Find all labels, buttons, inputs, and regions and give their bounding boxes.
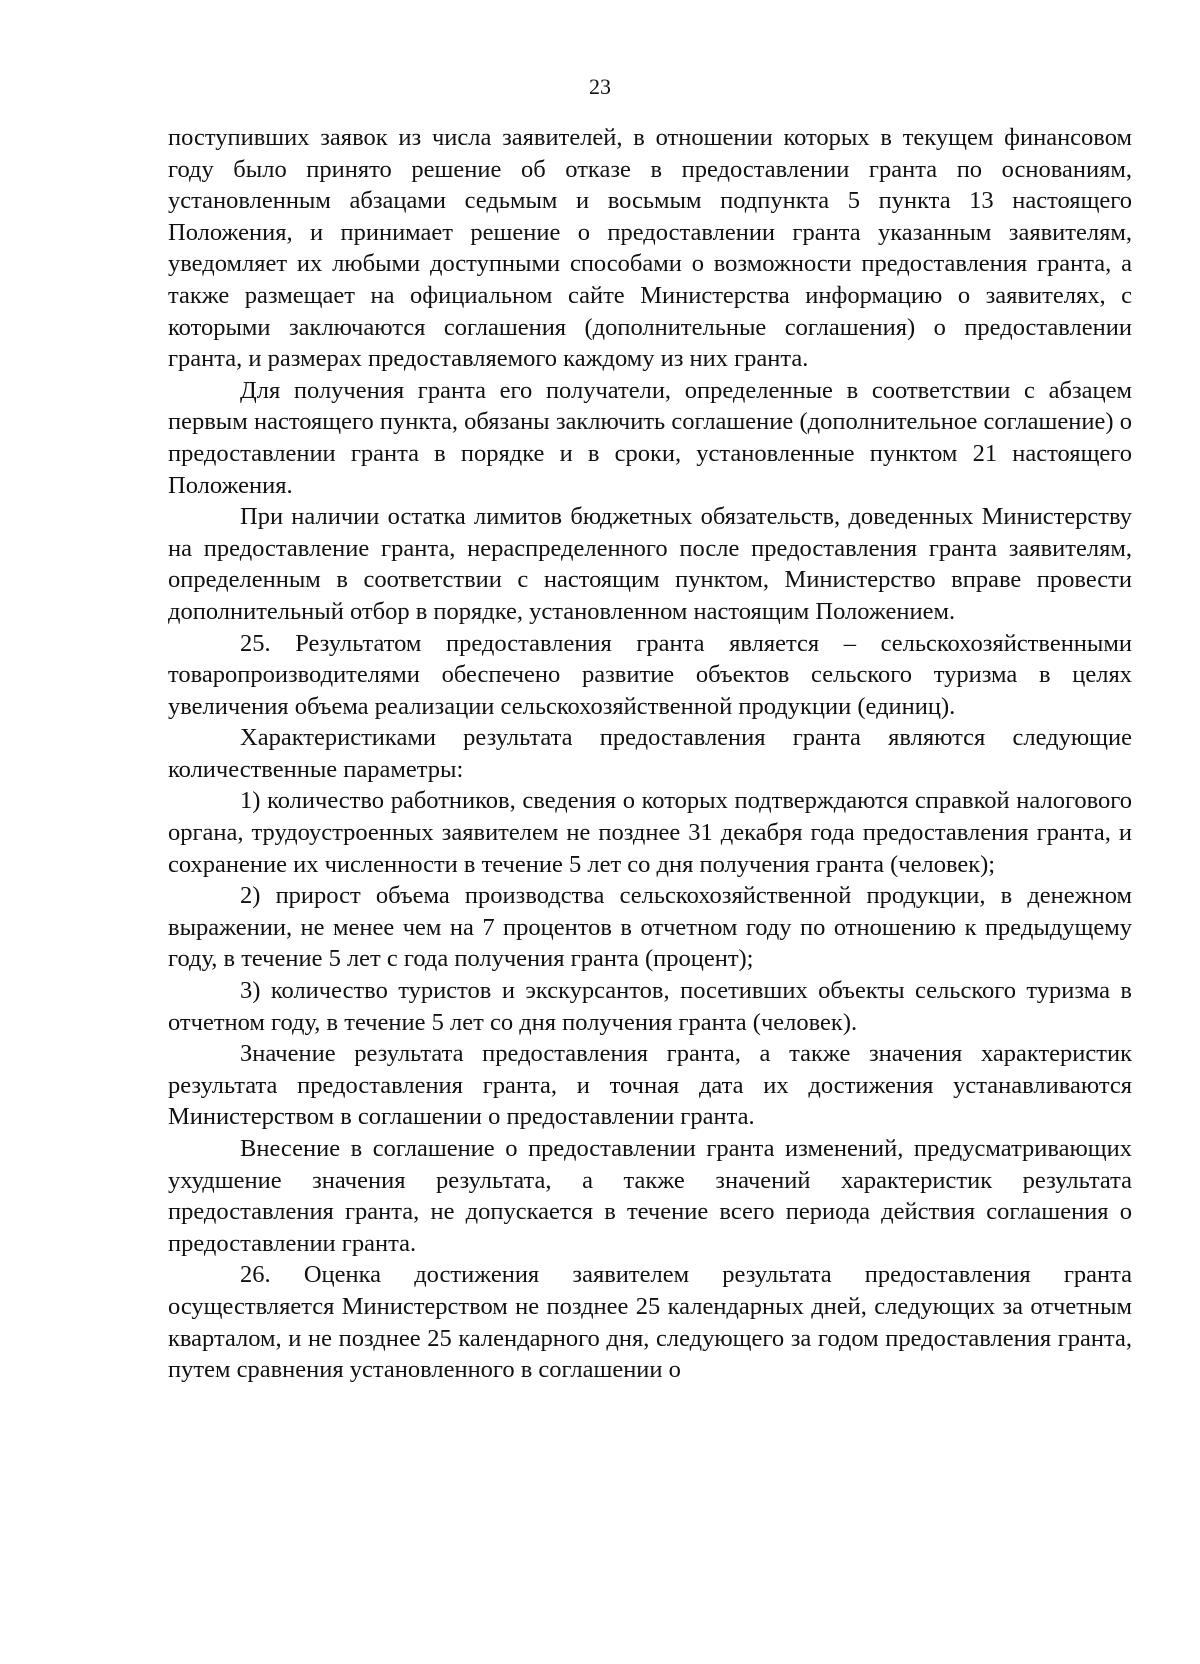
- paragraph-clause-25: 25. Результатом предоставления гранта является – сельскохозяйственными товаропроизводителями обеспечено развитие объектов сельского туризма в целях увеличения объема реализации сельскохозяйственной продукции (единиц).: [168, 629, 1132, 720]
- list-item-3: 3) количество туристов и экскурсантов, посетивших объекты сельского туризма в отчетном году, в течение 5 лет со дня получения гранта (человек).: [168, 977, 1132, 1036]
- page-number: 23: [589, 74, 611, 99]
- document-body: [168, 122, 1132, 1386]
- list-item-2: 2) прирост объема производства сельскохозяйственной продукции, в денежном выражении, не менее чем на 7 процентов в отчетном году по отношению к предыдущему году, в течение 5 лет с года получения гранта (процент);: [168, 882, 1132, 973]
- paragraph-remaining-limits: При наличии остатка лимитов бюджетных обязательств, доведенных Министерству на предоставление гранта, нераспределенного после предоставления гранта заявителям, определенным в соответствии с настоящим пунктом, Министерство вправе провести дополнительный отбор в порядке, установленном настоящим Положением.: [168, 503, 1132, 625]
- paragraph-amendments: Внесение в соглашение о предоставлении гранта изменений, предусматривающих ухудшение значения результата, а также значений характеристик результата предоставления гранта, не допускается в течение всего периода действия соглашения о предоставлении гранта.: [168, 1135, 1132, 1257]
- paragraph-characteristics: Характеристиками результата предоставления гранта являются следующие количественные параметры:: [168, 724, 1132, 783]
- paragraph-continuation: поступивших заявок из числа заявителей, в отношении которых в текущем финансовом году было принято решение об отказе в предоставлении гранта по основаниям, установленным абзацами седьмым и восьмым подпункта 5 пункта 13 настоящего Положения, и принимает решение о предоставлении гранта указанным заявителям, уведомляет их любыми доступными способами о возможности предоставления гранта, а также размещает на официальном сайте Министерства информацию о заявителях, с которыми заключаются соглашения (дополнительные соглашения) о предоставлении гранта, и размерах предоставляемого каждому из них гранта.: [168, 124, 1132, 373]
- paragraph-grant-recipients: Для получения гранта его получатели, определенные в соответствии с абзацем первым настоящего пункта, обязаны заключить соглашение (дополнительное соглашение) о предоставлении гранта в порядке и в сроки, установленные пунктом 21 настоящего Положения.: [168, 376, 1132, 499]
- paragraph-result-values: Значение результата предоставления гранта, а также значения характеристик результата предоставления гранта, и точная дата их достижения устанавливаются Министерством в соглашении о предоставлении гранта.: [168, 1040, 1132, 1131]
- paragraph-clause-26: 26. Оценка достижения заявителем результата предоставления гранта осуществляется Министерством не позднее 25 календарных дней, следующих за отчетным кварталом, и не позднее 25 календарного дня, следующего за годом предоставления гранта, путем сравнения установленного в соглашении о: [168, 1261, 1132, 1384]
- list-item-1: 1) количество работников, сведения о которых подтверждаются справкой налогового органа, трудоустроенных заявителем не позднее 31 декабря года предоставления гранта, и сохранение их численности в течение 5 лет со дня получения гранта (человек);: [168, 787, 1132, 878]
